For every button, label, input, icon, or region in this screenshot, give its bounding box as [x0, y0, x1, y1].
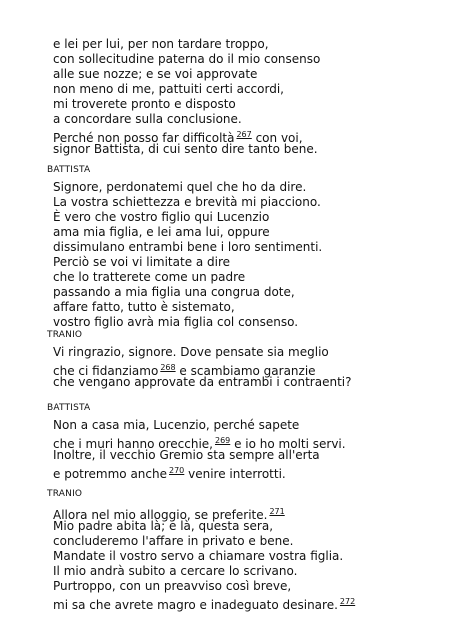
- line-text: concluderemo l'affare in privato e bene.: [53, 534, 294, 548]
- verse-line: [53, 142, 447, 157]
- line-text: Perciò se voi vi limitate a dire: [53, 255, 231, 269]
- verse-line: [53, 549, 447, 564]
- verse-line: [53, 448, 447, 463]
- verse-line: [53, 285, 447, 300]
- line-text: affare fatto, tutto è sistemato,: [53, 300, 235, 314]
- line-text-after: e scambiamo garanzie: [179, 364, 316, 378]
- line-text: La vostra schiettezza e brevità mi piacciono.: [53, 195, 321, 209]
- verse-line: [53, 594, 447, 612]
- line-text: Non a casa mia, Lucenzio, perché sapete: [53, 418, 300, 432]
- speaker-name: TRANIO: [47, 489, 83, 499]
- line-text: che ci fidanziamo: [53, 364, 159, 378]
- line-text: che vengano approvate da entrambi i contraenti?: [53, 375, 352, 389]
- verse-line: [53, 270, 447, 285]
- line-text: ama mia figlia, e lei ama lui, oppure: [53, 225, 270, 239]
- speech-block-battista: [47, 403, 447, 481]
- line-text: vostro figlio avrà mia figlia col consenso.: [53, 315, 299, 329]
- line-text: Signore, perdonatemi quel che ho da dire.: [53, 180, 307, 194]
- line-text: con sollecitudine paterna do il mio consenso: [53, 52, 321, 66]
- verse-line: [53, 255, 447, 270]
- line-text: signor Battista, di cui sento dire tanto bene.: [53, 142, 318, 156]
- verse-line: [53, 315, 447, 330]
- verse-line: [53, 82, 447, 97]
- verse-line: [53, 345, 447, 360]
- verse-line: [53, 67, 447, 82]
- line-text-after: e io ho molti servi.: [234, 437, 346, 451]
- verse-line: [53, 127, 447, 145]
- line-text: a concordare sulla conclusione.: [53, 112, 242, 126]
- verse-lines: [47, 37, 447, 157]
- speech-block-battista: [47, 165, 447, 330]
- line-text: Mio padre abita là; e là, questa sera,: [53, 519, 274, 533]
- verse-line: [53, 534, 447, 549]
- verse-line: [53, 519, 447, 534]
- verse-line: [53, 37, 447, 52]
- line-text: Vi ringrazio, signore. Dove pensate sia meglio: [53, 345, 329, 359]
- verse-line: [53, 504, 447, 522]
- footnote-link-267[interactable]: 267: [236, 130, 252, 139]
- line-text: mi troverete pronto e disposto: [53, 97, 236, 111]
- line-text: Mandate il vostro servo a chiamare vostra figlia.: [53, 549, 344, 563]
- verse-lines: [47, 180, 447, 330]
- verse-line: [53, 112, 447, 127]
- verse-lines: [47, 345, 447, 390]
- verse-line: [53, 463, 447, 481]
- verse-line: [53, 97, 447, 112]
- speech-block-tranio: [47, 489, 447, 612]
- line-text: che lo tratterete come un padre: [53, 270, 246, 284]
- line-text: Purtroppo, con un preavviso così breve,: [53, 579, 292, 593]
- verse-lines: [47, 504, 447, 612]
- speaker-name: BATTISTA: [47, 403, 91, 413]
- speech-block-tranio: [47, 330, 447, 390]
- footnote-link-268[interactable]: 268: [160, 363, 176, 372]
- line-text: dissimulano entrambi bene i loro sentimenti.: [53, 240, 323, 254]
- verse-line: [53, 52, 447, 67]
- footnote-link-272[interactable]: 272: [339, 597, 356, 606]
- line-text-after: con voi,: [255, 131, 303, 145]
- verse-line: [53, 360, 447, 378]
- line-text: e lei per lui, per non tardare troppo,: [53, 37, 269, 51]
- verse-lines: [47, 418, 447, 481]
- line-text: mi sa che avrete magro e inadeguato desinare.: [53, 598, 338, 612]
- footnote-link-269[interactable]: 269: [214, 436, 231, 445]
- verse-line: [53, 418, 447, 433]
- footnote-link-270[interactable]: 270: [169, 466, 185, 475]
- line-text: non meno di me, pattuiti certi accordi,: [53, 82, 284, 96]
- speech-block-continuation: [47, 37, 447, 157]
- verse-line: [53, 433, 447, 451]
- line-text: Allora nel mio alloggio, se preferite.: [53, 508, 268, 522]
- line-text: alle sue nozze; e se voi approvate: [53, 67, 258, 81]
- verse-line: [53, 210, 447, 225]
- verse-line: [53, 225, 447, 240]
- line-text-after: venire interrotti.: [188, 467, 286, 481]
- line-text: e potremmo anche: [53, 467, 167, 481]
- footnote-link-271[interactable]: 271: [269, 507, 285, 516]
- verse-line: [53, 300, 447, 315]
- line-text: Il mio andrà subito a cercare lo scrivano.: [53, 564, 298, 578]
- line-text: Inoltre, il vecchio Gremio sta sempre all'erta: [53, 448, 320, 462]
- verse-line: [53, 564, 447, 579]
- speaker-name: BATTISTA: [47, 165, 91, 175]
- verse-line: [53, 180, 447, 195]
- line-text: che i muri hanno orecchie,: [53, 437, 213, 451]
- verse-line: [53, 240, 447, 255]
- verse-line: [53, 579, 447, 594]
- verse-line: [53, 375, 447, 390]
- speaker-name: TRANIO: [47, 330, 83, 340]
- line-text: È vero che vostro figlio qui Lucenzio: [53, 210, 270, 224]
- line-text: passando a mia figlia una congrua dote,: [53, 285, 295, 299]
- line-text: Perché non posso far difficoltà: [53, 131, 235, 145]
- verse-line: [53, 195, 447, 210]
